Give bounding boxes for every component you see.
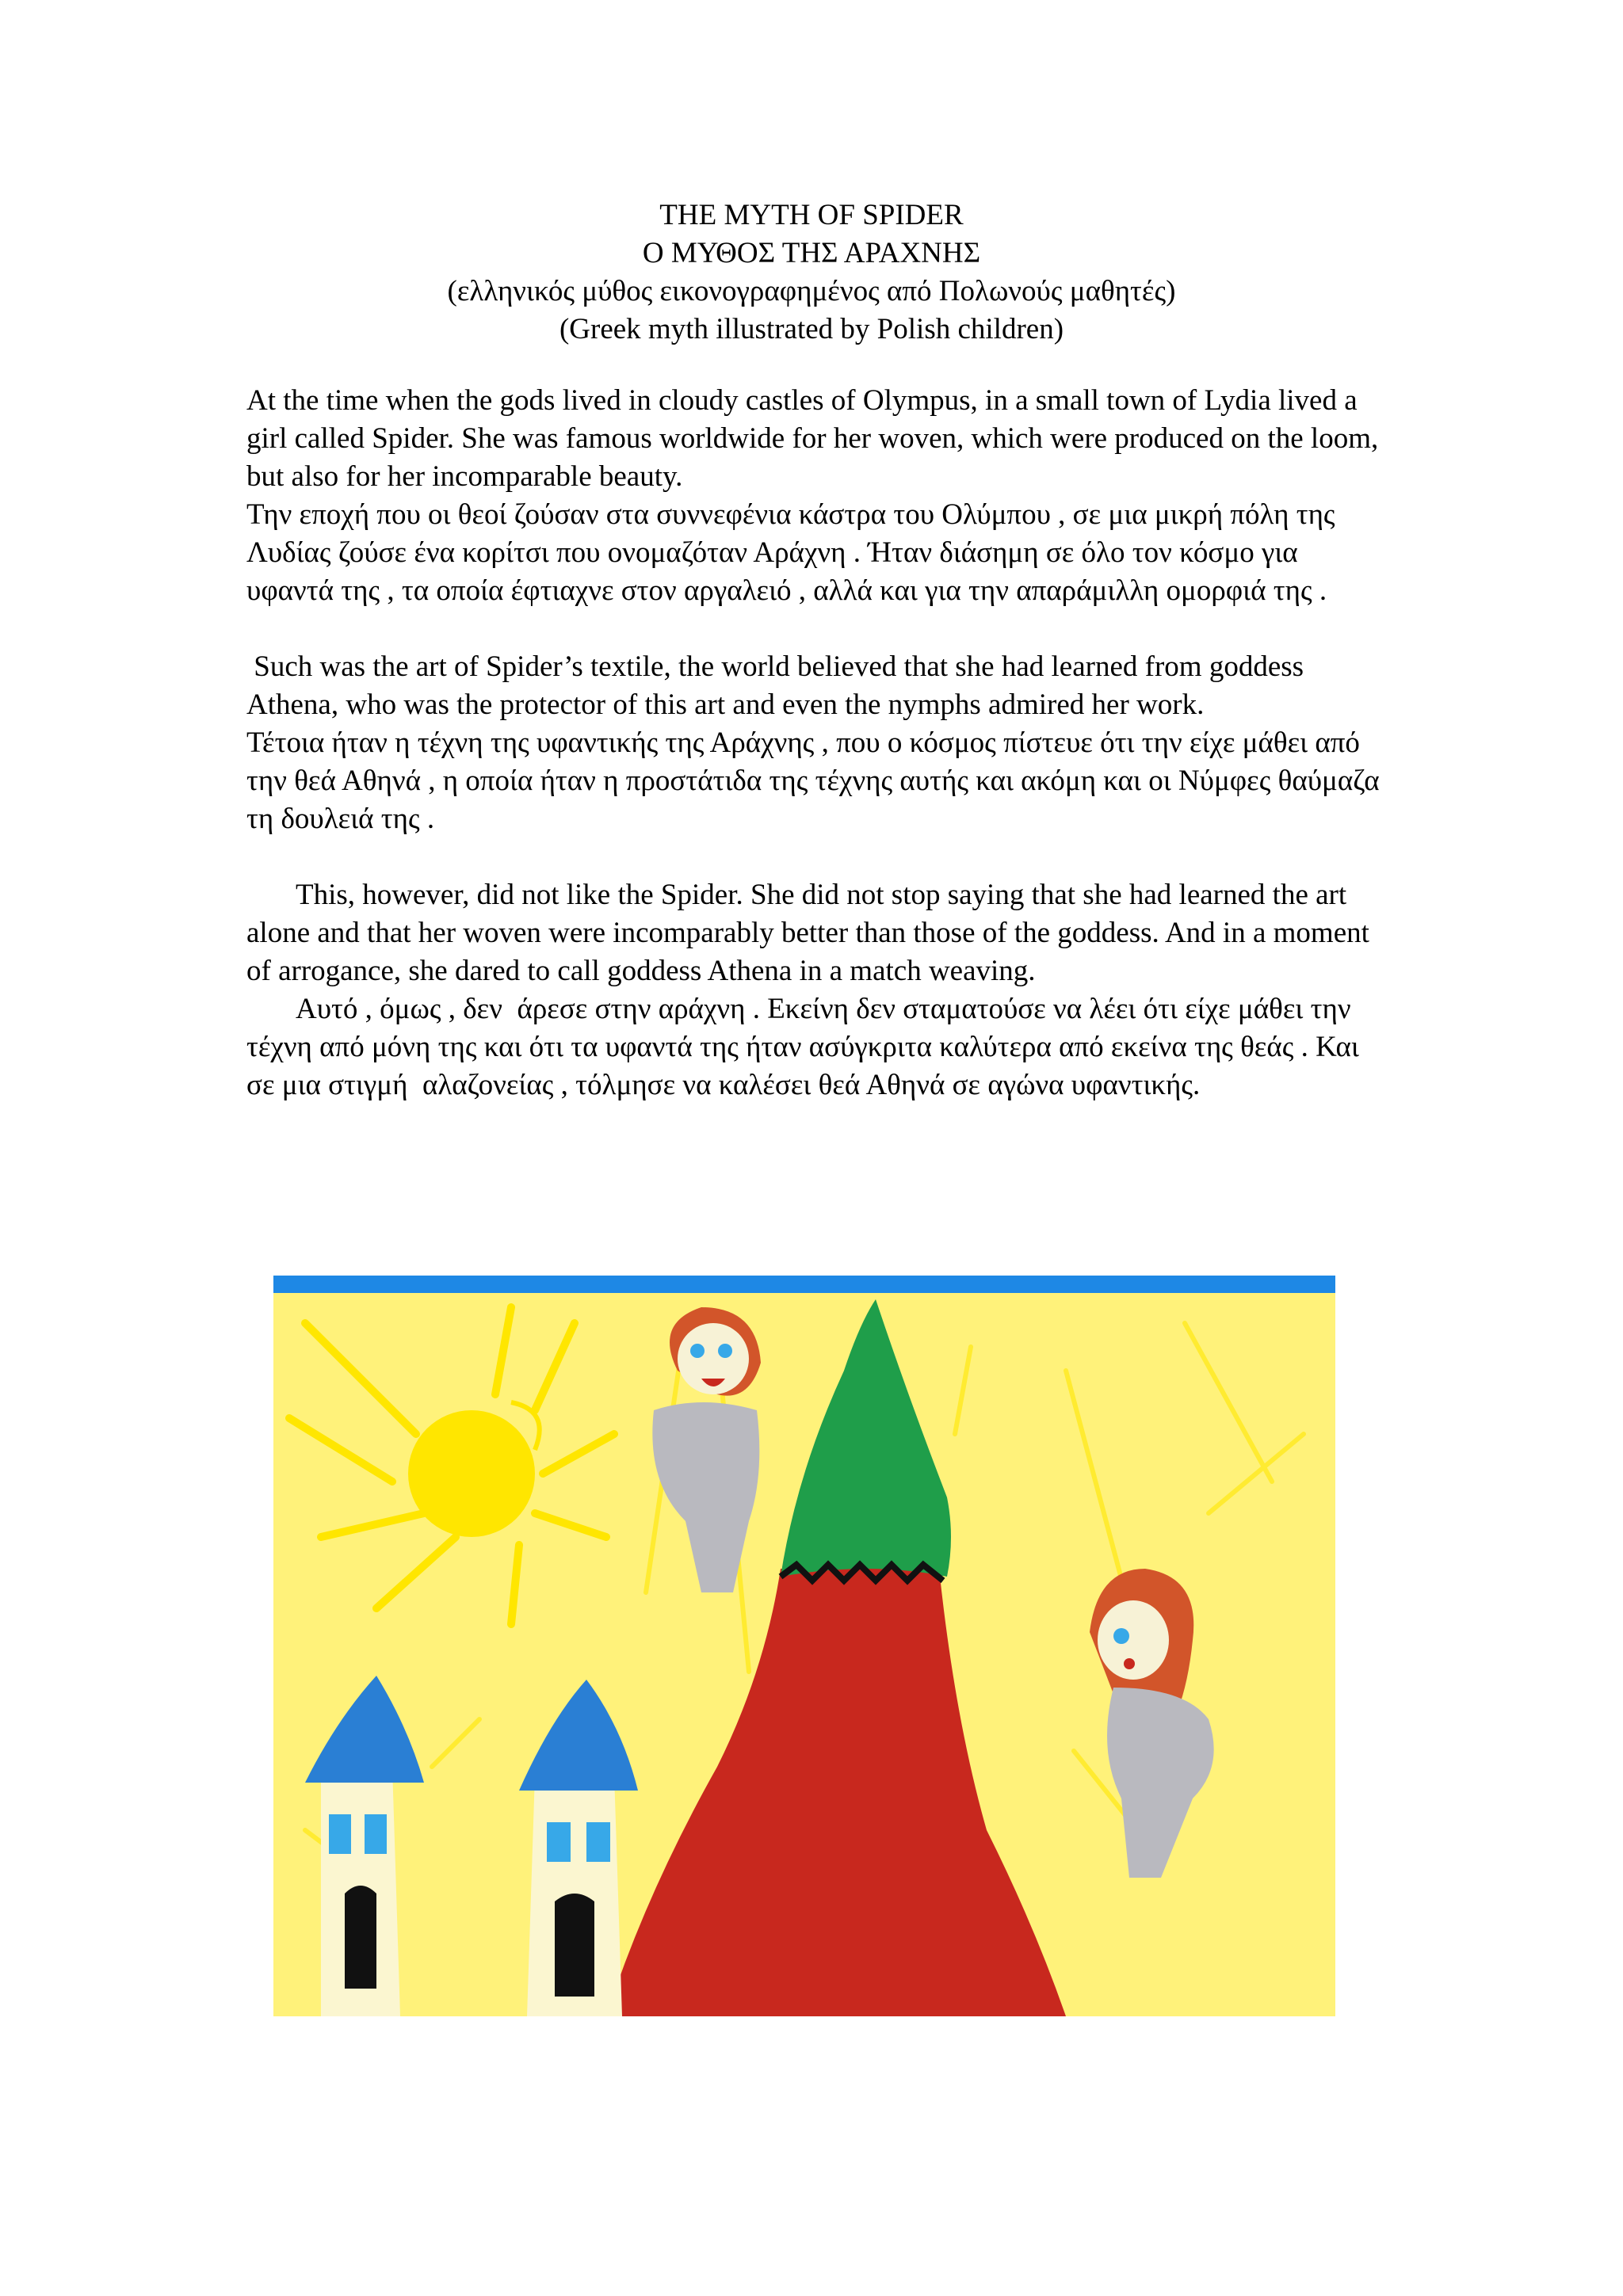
title-english: THE MYTH OF SPIDER (659, 199, 964, 231)
paragraph-2-english: Such was the art of Spider’s textile, the world believed that she had learned from goddess Athena, who was the protector of this art and even the nymphs admired her work. (246, 650, 1310, 721)
sky-band (273, 1276, 1335, 1293)
childrens-drawing (273, 1276, 1335, 2016)
title-block (0, 196, 1623, 349)
paragraph-3-english: This, however, did not like the Spider. She did not stop saying that she had learned the art alone and that her woven were incomparably better than those of the goddess. And in a moment of arrogance, she dared to call goddess Athena in a match weaving. (246, 879, 1377, 987)
paragraph-1-english: At the time when the gods lived in cloudy castles of Olympus, in a small town of Lydia lived a girl called Spider. She was famous worldwide for her woven, which were produced on the loom, but also for her incomparable beauty. (246, 384, 1386, 493)
drawing-canvas (273, 1276, 1335, 2016)
subtitle-greek: (ελληνικός μύθος εικονογραφημένος από Πολωνούς μαθητές) (447, 275, 1176, 307)
paragraph-gap (246, 838, 1388, 876)
paragraph-3-greek: Αυτό , όμως , δεν άρεσε στην αράχνη . Εκείνη δεν σταματούσε να λέει ότι είχε μάθει την τέχνη από μόνη της και ότι τα υφαντά της ήταν ασύγκριτα καλύτερα από εκείνα της θεάς . Και σε μια στιγμή αλαζονείας , τόλμησε να καλέσει θεά Αθηνά σε αγώνα υφαντικής. (246, 993, 1367, 1101)
paragraph-gap (246, 610, 1388, 648)
title-greek: Ο ΜΥΘΟΣ ΤΗΣ ΑΡΑΧΝΗΣ (642, 237, 981, 269)
story-text (246, 382, 1388, 1104)
subtitle-english: (Greek myth illustrated by Polish children) (559, 313, 1064, 345)
paragraph-2-greek: Τέτοια ήταν η τέχνη της υφαντικής της Αράχνης , που ο κόσμος πίστευε ότι την είχε μάθει από την θεά Αθηνά , η οποία ήταν η προστάτιδα της τέχνης αυτής και ακόμη και οι Νύμφες θαύμαζα τη δουλειά της . (246, 727, 1387, 835)
paragraph-1-greek: Την εποχή που οι θεοί ζούσαν στα συννεφένια κάστρα του Ολύμπου , σε μια μικρή πόλη της Λυδίας ζούσε ένα κορίτσι που ονομαζόταν Αράχνη . Ήταν διάσημη σε όλο τον κόσμο για υφαντά της , τα οποία έφτιαχνε στον αργαλειό , αλλά και για την απαράμιλλη ομορφιά της . (246, 498, 1341, 607)
